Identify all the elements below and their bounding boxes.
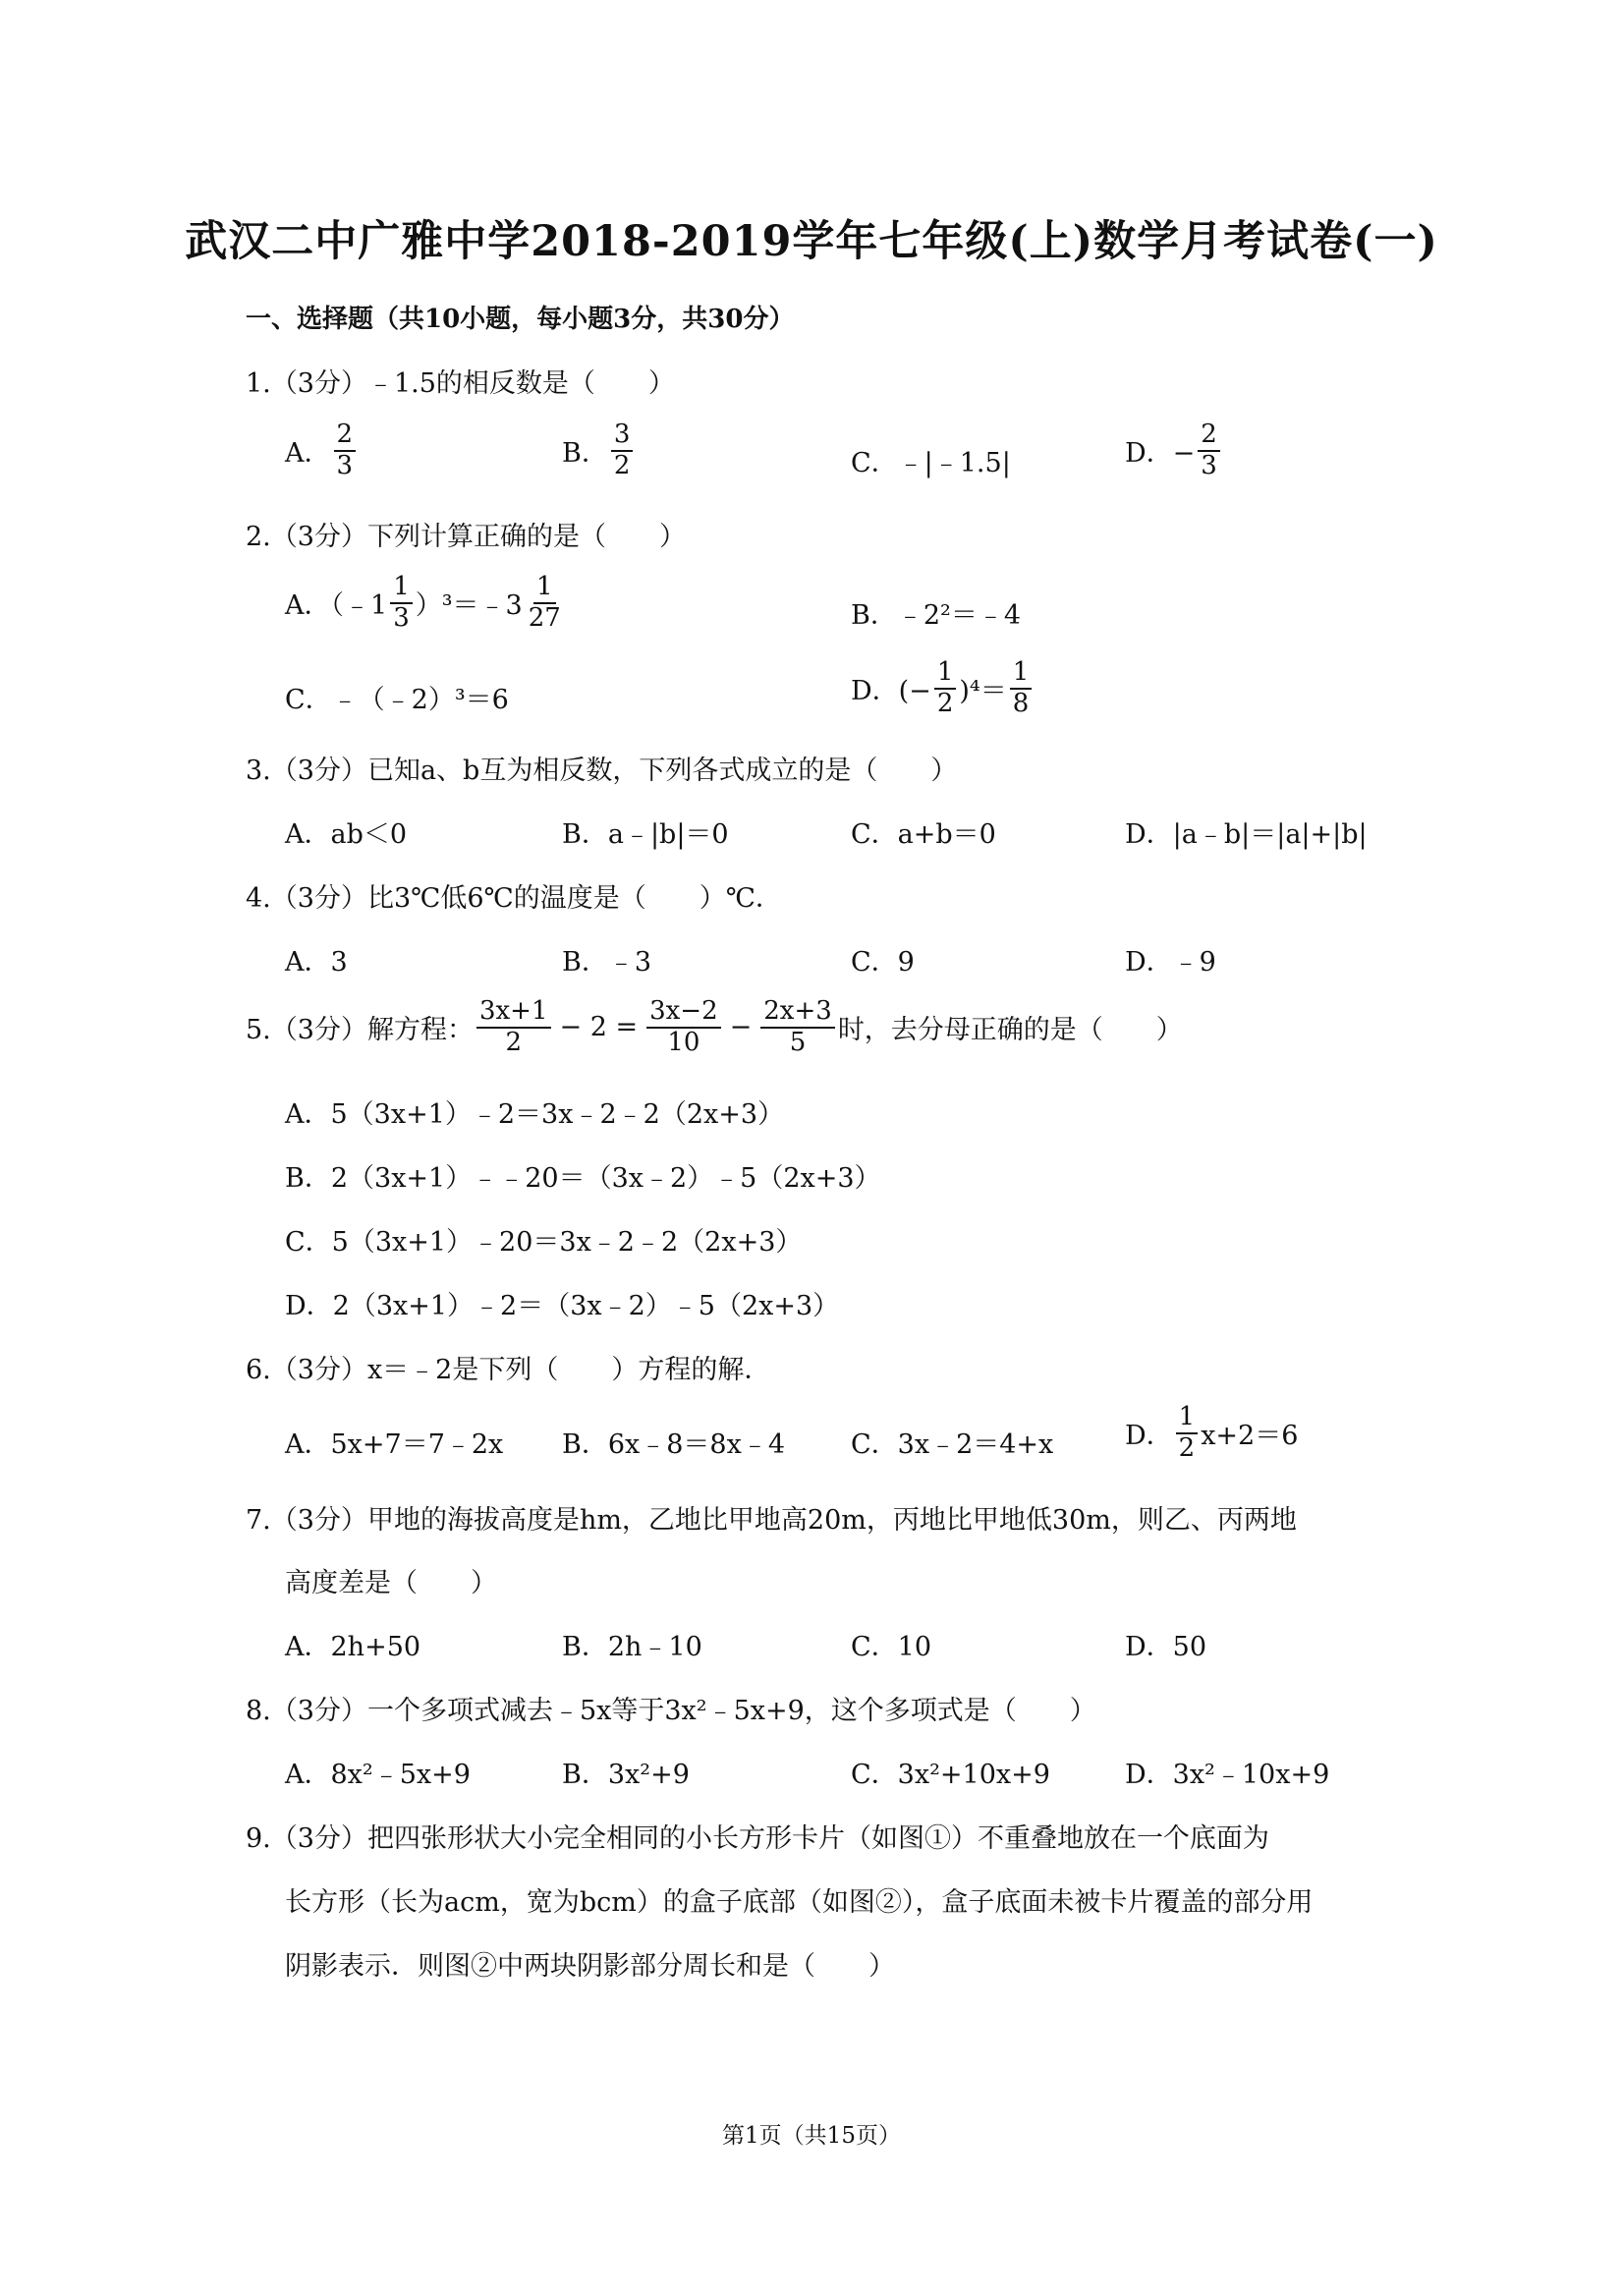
question-1-option-d: D．− $\frac{2}{3}$ <box>1125 420 1223 481</box>
question-8-option-a: A．8x²﹣5x+9 <box>285 1760 471 1790</box>
question-3-stem: 3.（3分）已知a、b互为相反数，下列各式成立的是（ ） <box>246 756 958 786</box>
question-5-option-a: A．5（3x+1）﹣2＝3x﹣2﹣2（2x+3） <box>285 1099 785 1130</box>
question-8-stem: 8.（3分）一个多项式减去﹣5x等于3x²﹣5x+9，这个多项式是（ ） <box>246 1696 1096 1726</box>
section-heading: 一、选择题（共10小题，每小题3分，共30分） <box>246 305 795 334</box>
question-3-option-b: B．a﹣|b|＝0 <box>562 819 729 850</box>
question-1-stem: 1.（3分）﹣1.5的相反数是（ ） <box>246 368 675 399</box>
question-4-option-a: A．3 <box>285 947 348 978</box>
question-5-option-d: D．2（3x+1）﹣2＝（3x﹣2）﹣5（2x+3） <box>285 1291 840 1321</box>
fraction: $\frac{1}{8}$ <box>1010 658 1033 719</box>
page-footer: 第1页（共15页） <box>722 2123 901 2149</box>
question-1-option-a: A． $\frac{2}{3}$ <box>285 420 359 481</box>
question-9-stem-continued-1: 长方形（长为acm，宽为bcm）的盒子底部（如图②），盒子底面未被卡片覆盖的部分用 <box>285 1887 1314 1918</box>
question-2-option-b: B．﹣2²＝﹣4 <box>851 600 1022 631</box>
question-6-option-a: A．5x+7＝7﹣2x <box>285 1429 504 1460</box>
question-6-option-c: C．3x﹣2＝4+x <box>851 1429 1054 1460</box>
question-9-stem: 9.（3分）把四张形状大小完全相同的小长方形卡片（如图①）不重叠地放在一个底面为 <box>246 1823 1269 1854</box>
question-4-stem: 4.（3分）比3℃低6℃的温度是（ ）℃． <box>246 883 782 914</box>
question-6-option-d: D． $\frac{1}{2}$ x+2＝6 <box>1125 1402 1299 1463</box>
page-title: 武汉二中广雅中学2018-2019学年七年级(上)数学月考试卷(一) <box>185 217 1438 266</box>
question-7-option-d: D．50 <box>1125 1632 1207 1662</box>
question-2-option-d: D．(− $\frac{1}{2}$ )⁴＝ $\frac{1}{8}$ <box>851 658 1035 719</box>
question-5-option-c: C．5（3x+1）﹣20＝3x﹣2﹣2（2x+3） <box>285 1227 803 1258</box>
question-8-option-c: C．3x²+10x+9 <box>851 1760 1050 1790</box>
question-4-option-c: C．9 <box>851 947 915 978</box>
question-9-stem-continued-2: 阴影表示．则图②中两块阴影部分周长和是（ ） <box>285 1951 895 1982</box>
fraction: $\frac{1}{27}$ <box>528 572 561 633</box>
question-4-option-b: B．﹣3 <box>562 947 652 978</box>
fraction: $\frac{1}{2}$ <box>1176 1403 1199 1464</box>
question-5-option-b: B．2（3x+1）﹣﹣20＝（3x﹣2）﹣5（2x+3） <box>285 1163 881 1194</box>
fraction: $\frac{3x-2}{10}$ <box>646 997 721 1058</box>
question-2-option-a: A．（﹣1 $\frac{1}{3}$ ）³＝﹣3 $\frac{1}{27}$ <box>285 573 567 634</box>
question-8-option-b: B．3x²+9 <box>562 1760 690 1790</box>
question-8-option-d: D．3x²﹣10x+9 <box>1125 1760 1330 1790</box>
question-6-stem: 6.（3分）x＝﹣2是下列（ ）方程的解． <box>246 1355 771 1385</box>
question-2-option-c: C．﹣（﹣2）³＝6 <box>285 685 509 715</box>
question-3-option-d: D．|a﹣b|＝|a|+|b| <box>1125 819 1368 850</box>
question-7-stem: 7.（3分）甲地的海拔高度是hm，乙地比甲地高20m，丙地比甲地低30m，则乙、丙两地 <box>246 1505 1297 1536</box>
question-7-option-c: C．10 <box>851 1632 932 1662</box>
question-1-option-c: C．﹣|﹣1.5| <box>851 448 1011 478</box>
question-5-stem: 5.（3分）解方程： $\frac{3x+1}{2}$ − 2 = $\frac{3x-2}{10}$ − $\frac{2x+3}{5}$ 时，去分母正确的是（ ） <box>246 996 1183 1057</box>
fraction: $\frac{2}{3}$ <box>334 420 357 481</box>
fraction: $\frac{1}{2}$ <box>934 658 957 719</box>
question-1-option-b: B． $\frac{3}{2}$ <box>562 420 636 481</box>
question-6-option-b: B．6x﹣8＝8x﹣4 <box>562 1429 786 1460</box>
question-7-option-b: B．2h﹣10 <box>562 1632 702 1662</box>
question-7-stem-continued: 高度差是（ ） <box>285 1568 497 1598</box>
fraction: $\frac{3x+1}{2}$ <box>476 997 551 1058</box>
question-3-option-c: C．a+b＝0 <box>851 819 996 850</box>
fraction: $\frac{2}{3}$ <box>1198 420 1220 481</box>
question-4-option-d: D．﹣9 <box>1125 947 1216 978</box>
question-2-stem: 2.（3分）下列计算正确的是（ ） <box>246 522 686 552</box>
fraction: $\frac{1}{3}$ <box>390 573 413 634</box>
fraction: $\frac{3}{2}$ <box>611 420 634 481</box>
question-7-option-a: A．2h+50 <box>285 1632 421 1662</box>
fraction: $\frac{2x+3}{5}$ <box>760 997 835 1058</box>
question-3-option-a: A．ab＜0 <box>285 819 408 850</box>
